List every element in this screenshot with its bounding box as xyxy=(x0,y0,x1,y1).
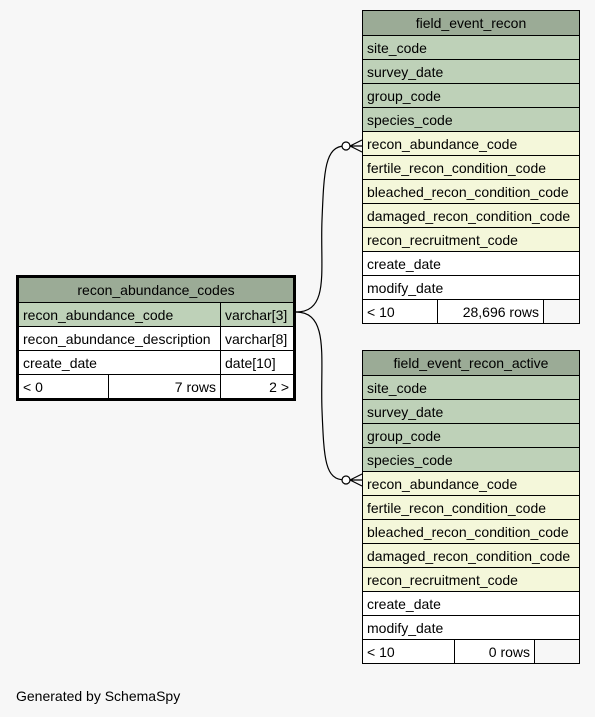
column-row[interactable] xyxy=(363,519,579,543)
table-recon-abundance-codes[interactable] xyxy=(16,275,296,401)
column-row[interactable] xyxy=(363,471,579,495)
column-row[interactable] xyxy=(363,83,579,107)
table-header[interactable] xyxy=(363,351,579,375)
column-type: varchar[8] xyxy=(220,327,293,350)
column-row[interactable] xyxy=(363,543,579,567)
table-title[interactable]: recon_abundance_codes xyxy=(77,282,235,298)
edge-active xyxy=(296,312,345,480)
column-name: recon_abundance_code xyxy=(367,136,518,152)
table-footer xyxy=(363,639,579,663)
children-count-empty xyxy=(543,300,579,323)
table-header[interactable] xyxy=(363,11,579,35)
column-name: recon_abundance_code xyxy=(367,476,518,492)
children-count[interactable]: 2 > xyxy=(220,375,293,398)
column-name: bleached_recon_condition_code xyxy=(367,524,569,540)
column-row[interactable] xyxy=(363,203,579,227)
column-row[interactable] xyxy=(363,275,579,299)
parents-count[interactable]: < 0 xyxy=(23,379,43,395)
column-name: group_code xyxy=(367,428,441,444)
column-name: recon_abundance_code xyxy=(23,307,174,323)
column-row[interactable] xyxy=(19,350,293,374)
table-footer xyxy=(363,299,579,323)
column-name: fertile_recon_condition_code xyxy=(367,160,547,176)
column-row[interactable] xyxy=(363,591,579,615)
parents-count[interactable]: < 10 xyxy=(367,644,395,660)
edge-recon xyxy=(296,146,345,312)
column-name: bleached_recon_condition_code xyxy=(367,184,569,200)
row-count: 0 rows xyxy=(454,640,534,663)
column-name: create_date xyxy=(23,355,97,371)
column-row[interactable] xyxy=(363,179,579,203)
column-name: species_code xyxy=(367,452,453,468)
column-row[interactable] xyxy=(363,131,579,155)
column-name: recon_recruitment_code xyxy=(367,572,518,588)
column-name: recon_abundance_description xyxy=(23,331,211,347)
children-count-empty xyxy=(534,640,579,663)
column-row[interactable] xyxy=(363,399,579,423)
column-row[interactable] xyxy=(363,107,579,131)
column-row[interactable] xyxy=(19,302,293,326)
column-name: group_code xyxy=(367,88,441,104)
column-name: modify_date xyxy=(367,620,444,636)
parents-count[interactable]: < 10 xyxy=(367,304,395,320)
column-name: create_date xyxy=(367,596,441,612)
column-row[interactable] xyxy=(363,35,579,59)
table-title[interactable]: field_event_recon xyxy=(415,15,527,31)
table-title[interactable]: field_event_recon_active xyxy=(393,355,549,371)
column-name: site_code xyxy=(367,40,427,56)
column-name: damaged_recon_condition_code xyxy=(367,548,571,564)
column-name: site_code xyxy=(367,380,427,396)
column-name: create_date xyxy=(367,256,441,272)
column-row[interactable] xyxy=(363,447,579,471)
column-type: varchar[3] xyxy=(220,303,293,326)
edge-recon-optional-marker xyxy=(342,142,350,150)
column-name: fertile_recon_condition_code xyxy=(367,500,547,516)
column-name: survey_date xyxy=(367,404,444,420)
generated-by-label: Generated by SchemaSpy xyxy=(16,688,181,704)
column-name: survey_date xyxy=(367,64,444,80)
row-count: 28,696 rows xyxy=(437,300,543,323)
column-row[interactable] xyxy=(363,155,579,179)
edge-active-crowfoot xyxy=(350,474,362,486)
column-row[interactable] xyxy=(363,375,579,399)
column-name: modify_date xyxy=(367,280,444,296)
table-field-event-recon-active[interactable] xyxy=(362,350,580,664)
column-row[interactable] xyxy=(363,495,579,519)
column-name: recon_recruitment_code xyxy=(367,232,518,248)
edge-recon-crowfoot xyxy=(350,140,362,152)
column-row[interactable] xyxy=(363,227,579,251)
column-row[interactable] xyxy=(363,567,579,591)
table-header[interactable] xyxy=(19,278,293,302)
column-row[interactable] xyxy=(363,615,579,639)
column-name: species_code xyxy=(367,112,453,128)
column-name: damaged_recon_condition_code xyxy=(367,208,571,224)
edge-active-optional-marker xyxy=(342,476,350,484)
column-type: date[10] xyxy=(220,351,293,374)
column-row[interactable] xyxy=(19,326,293,350)
table-footer xyxy=(19,374,293,398)
row-count: 7 rows xyxy=(108,375,220,398)
column-row[interactable] xyxy=(363,423,579,447)
column-row[interactable] xyxy=(363,59,579,83)
table-field-event-recon[interactable] xyxy=(362,10,580,324)
column-row[interactable] xyxy=(363,251,579,275)
